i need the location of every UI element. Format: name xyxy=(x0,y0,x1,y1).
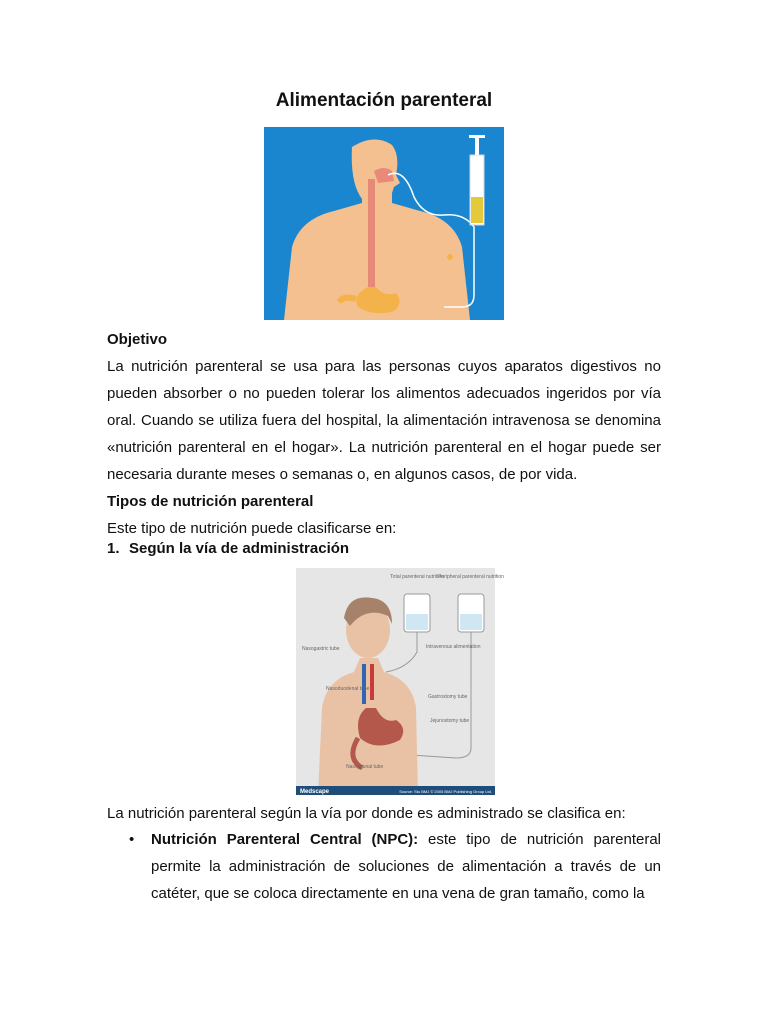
objetivo-heading: Objetivo xyxy=(107,331,168,348)
figure-source: Source: Stu BMJ © 2005 BMJ Publishing Group Ltd. xyxy=(399,789,492,794)
nutrition-routes-diagram xyxy=(296,568,504,795)
label-nasogastric: Nasogastric tube xyxy=(302,646,340,652)
bullet-icon: • xyxy=(129,831,135,848)
npc-bullet-text xyxy=(151,826,661,907)
npc-description: este tipo de nutrición parenteral permite la administración de soluciones de alimentación a través de un catéter, que se coloca directamente en una vena de gran tamaño, como la xyxy=(151,831,661,902)
label-nasojejunal: Nasojejunal tube xyxy=(346,764,384,770)
list-number: 1. xyxy=(107,540,120,557)
label-total-pn: Total parenteral nutrition xyxy=(390,574,444,580)
label-jejunostomy: Jejunostomy tube xyxy=(430,718,470,724)
via-intro-paragraph: La nutrición parenteral según la vía por donde es administrado se clasifica en: xyxy=(107,805,626,822)
tipos-heading: Tipos de nutrición parenteral xyxy=(107,493,314,510)
list-heading-text: Según la vía de administración xyxy=(129,540,350,557)
tipos-intro: Este tipo de nutrición puede clasificarse en: xyxy=(107,520,397,537)
label-peripheral-pn: Peripheral parenteral nutrition xyxy=(438,574,504,580)
objetivo-section xyxy=(107,326,661,542)
label-nasoduodenal: Nasoduodenal tube xyxy=(326,686,370,692)
objetivo-paragraph: La nutrición parenteral se usa para las personas cuyos aparatos digestivos no pueden absorber o no pueden tolerar los alimentos adecuados ingeridos por vía oral. Cuando se utiliza fuera del hospital, la alimentación intravenosa se denomina «nutrición parenteral en el hogar». La nutrición parenteral en el hogar puede ser necesaria durante meses o semanas o, en algunos casos, de por vida. xyxy=(107,358,661,483)
list-heading-via xyxy=(107,540,349,557)
parenteral-feeding-illustration xyxy=(264,127,504,320)
medscape-logo: Medscape xyxy=(300,789,330,795)
label-gastrostomy: Gastrostomy tube xyxy=(428,694,468,700)
page-title: Alimentación parenteral xyxy=(275,90,493,111)
npc-label: Nutrición Parenteral Central (NPC): xyxy=(151,831,419,848)
label-intravenous: Intravenous alimentation xyxy=(426,644,481,650)
